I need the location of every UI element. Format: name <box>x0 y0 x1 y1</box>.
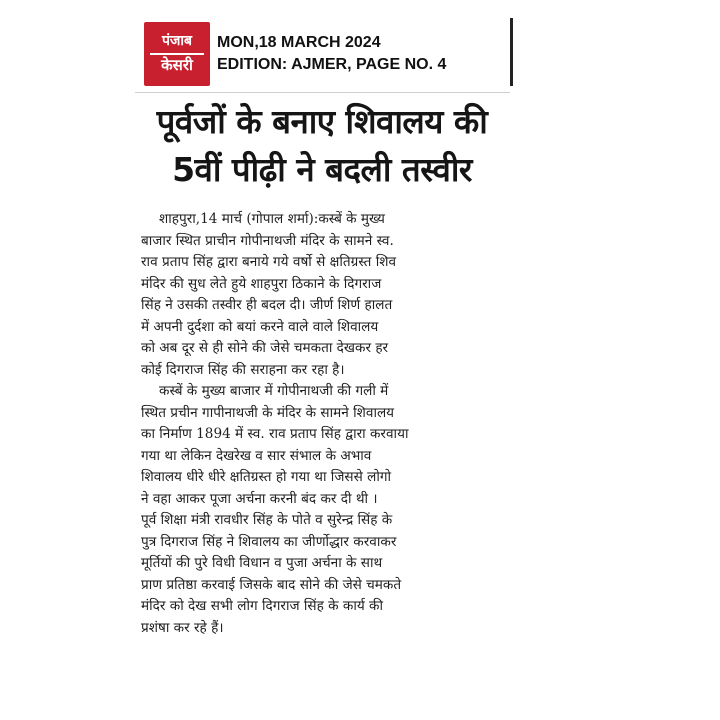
header-rule <box>135 92 510 93</box>
headline-line-2: 5वीं पीढ़ी ने बदली तस्वीर <box>172 150 472 189</box>
article-body <box>141 209 505 639</box>
publication-date: MON,18 MARCH 2024 <box>217 34 381 51</box>
body-line: पूर्व शिक्षा मंत्री रावधीर सिंह के पोते व सुरेन्द्र सिंह के <box>141 512 393 528</box>
body-line: पुत्र दिगराज सिंह ने शिवालय का जीर्णोद्धार करवाकर <box>141 533 397 550</box>
body-line: गया था लेकिन देखरेख व सार संभाल के अभाव <box>141 447 372 464</box>
body-line: ने वहा आकर पूजा अर्चना करनी बंद कर दी थी । <box>141 490 378 507</box>
body-line: शिवालय धीरे धीरे क्षतिग्रस्त हो गया था जिससे लोगो <box>141 469 392 485</box>
header-divider-bar <box>510 18 513 86</box>
body-line: को अब दूर से ही सोने की जेसे चमकता देखकर हर <box>141 340 389 356</box>
body-line: बाजार स्थित प्राचीन गोपीनाथजी मंदिर के सामने स्व. <box>141 232 394 249</box>
body-line: स्थित प्रचीन गापीनाथजी के मंदिर के सामने शिवालय <box>141 404 395 421</box>
body-line: प्राण प्रतिष्ठा करवाई जिसके बाद सोने की जेसे चमकते <box>141 576 402 593</box>
body-line: कस्बें के मुख्य बाजार में गोपीनाथजी की गली में <box>159 383 389 399</box>
body-line: सिंह ने उसकी तस्वीर ही बदल दी। जीर्ण शिर्ण हालत <box>141 297 393 313</box>
edition-info: EDITION: AJMER, PAGE NO. 4 <box>217 56 447 73</box>
body-line: का निर्माण 1894 में स्व. राव प्रताप सिंह द्वारा करवाया <box>141 426 409 442</box>
logo-line-2: केसरी <box>161 55 193 74</box>
body-line: मूर्तियों की पुरे विधी विधान व पुजा अर्चना के साथ <box>141 555 383 571</box>
body-line: कोई दिगराज सिंह की सराहना कर रहा है। <box>141 361 345 378</box>
article-headline <box>134 98 510 194</box>
punjab-kesari-logo <box>144 22 210 86</box>
logo-divider <box>150 53 204 55</box>
body-line: में अपनी दुर्दशा को बयां करने वाले वाले शिवालय <box>141 318 379 335</box>
body-line: मंदिर की सुध लेते हुये शाहपुरा ठिकाने के दिगराज <box>141 275 382 292</box>
body-line: मंदिर को देख सभी लोग दिगराज सिंह के कार्य की <box>141 598 384 614</box>
body-line: राव प्रताप सिंह द्वारा बनाये गये वर्षो से क्षतिग्रस्त शिव <box>141 254 397 270</box>
headline-line-1: पूर्वजों के बनाए शिवालय की <box>156 102 488 141</box>
body-line: प्रशंषा कर रहे हैं। <box>141 619 224 636</box>
logo-line-1: पंजाब <box>162 33 192 50</box>
body-line: शाहपुरा,14 मार्च (गोपाल शर्मा):कस्बें के मुख्य <box>159 211 385 227</box>
